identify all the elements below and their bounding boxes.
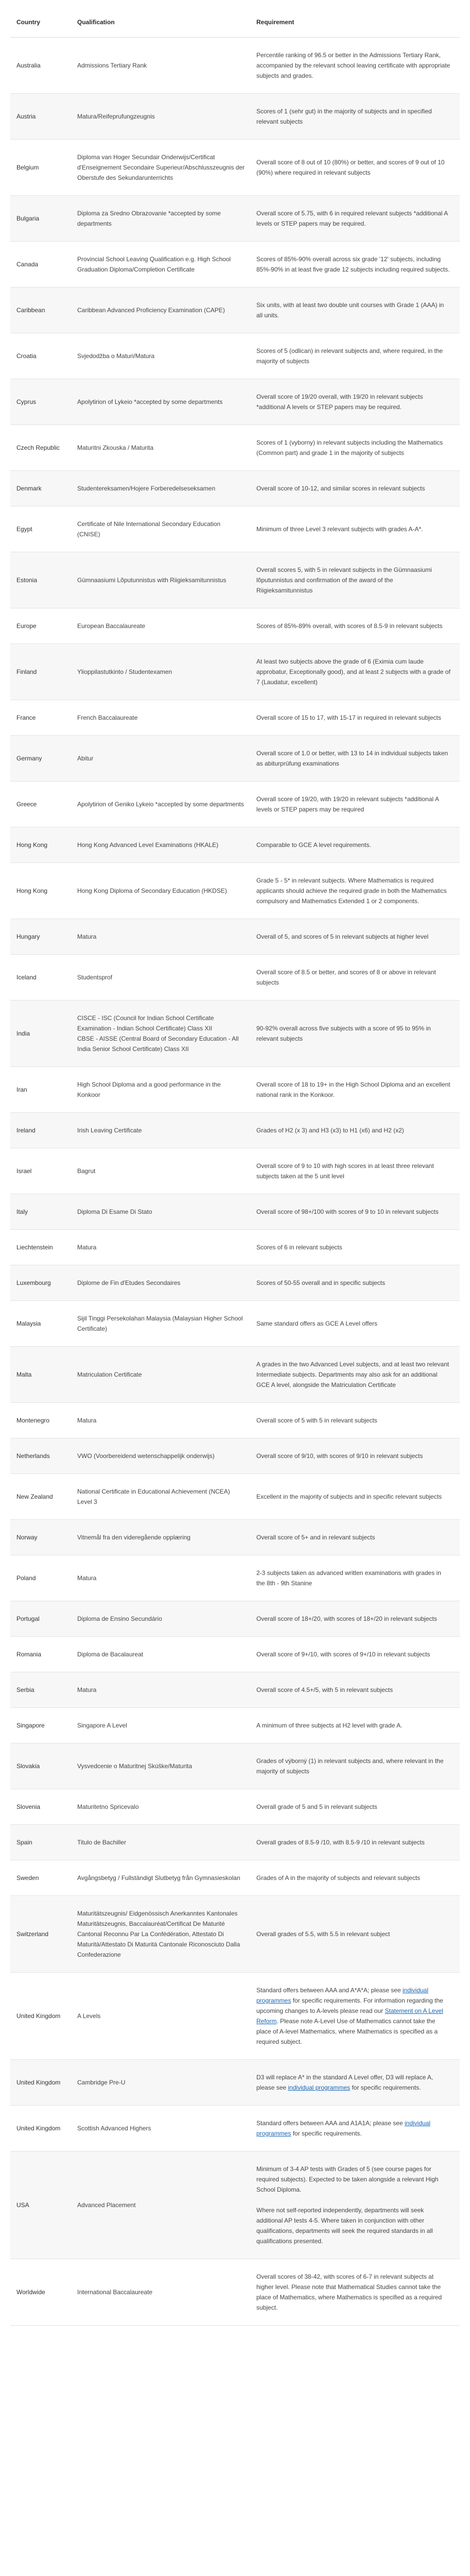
- cell-requirement: [250, 1403, 460, 1438]
- requirement-paragraph: [256, 2118, 450, 2139]
- cell-requirement: [250, 700, 460, 736]
- table-row: [10, 379, 460, 425]
- cell-qualification: Cambridge Pre-U: [71, 2060, 250, 2106]
- cell-country: Ireland: [10, 1113, 71, 1148]
- requirement-paragraph: Overall score of 5+ and in relevant subjects: [256, 1534, 375, 1541]
- requirement-paragraph: Where not self-reported independently, departments will seek additional AP tests 4-5. Where taken in conjunction with other qualifications, departments will seek the required standards in all qualifications presented.: [256, 2207, 433, 2245]
- cell-requirement: [250, 379, 460, 425]
- cell-qualification: Matriculation Certificate: [71, 1347, 250, 1403]
- cell-qualification: National Certificate in Educational Achievement (NCEA) Level 3: [71, 1474, 250, 1520]
- requirement-paragraph: Grade 5 - 5* in relevant subjects. Where Mathematics is required applicants should achieve the required grade in both the Mathematics compulsory and Mathematics Extended 1 or 2 components.: [256, 877, 447, 905]
- table-row: [10, 644, 460, 700]
- table-row: [10, 1474, 460, 1520]
- table-row: [10, 1973, 460, 2060]
- column-header-qualification: Qualification: [71, 7, 250, 38]
- cell-qualification: Admissions Tertiary Rank: [71, 38, 250, 94]
- requirement-paragraph: At least two subjects above the grade of 6 (Eximia cum laude approbatur, Exceptionally good), and at least 2 subjects with a grade of 7 (Laudatur, excellent): [256, 658, 450, 686]
- cell-requirement: [250, 425, 460, 471]
- requirement-paragraph: Overall of 5, and scores of 5 in relevant subjects at higher level: [256, 933, 429, 940]
- cell-qualification: VWO (Voorbereidend wetenschappelijk onderwijs): [71, 1438, 250, 1474]
- requirement-paragraph: Overall score of 15 to 17, with 15-17 in required in relevant subjects: [256, 714, 441, 721]
- cell-country: Portugal: [10, 1601, 71, 1637]
- requirement-paragraph: Overall score of 5.75, with 6 in required relevant subjects *additional A levels or STEP papers may be required.: [256, 210, 448, 227]
- requirement-paragraph: Overall grades of 5.5, with 5.5 in relevant subject: [256, 1930, 390, 1938]
- cell-country: Sweden: [10, 1860, 71, 1896]
- cell-country: Canada: [10, 242, 71, 287]
- cell-requirement: [250, 471, 460, 506]
- requirement-paragraph: Overall scores 5, with 5 in relevant subjects in the Gümnaasiumi lõputunnistus and confirmation of the award of the Riigieksamitunnistus: [256, 566, 432, 594]
- cell-country: Germany: [10, 736, 71, 782]
- cell-qualification: Matura: [71, 1403, 250, 1438]
- requirement-text: for specific requirements.: [350, 2084, 421, 2091]
- cell-requirement: [250, 827, 460, 863]
- cell-requirement: [250, 140, 460, 196]
- cell-country: Israel: [10, 1148, 71, 1194]
- table-row: [10, 425, 460, 471]
- table-row: [10, 471, 460, 506]
- requirement-link[interactable]: Statement on A Level Reform: [256, 2007, 443, 2025]
- cell-qualification: Advanced Placement: [71, 2151, 250, 2259]
- requirement-paragraph: Overall score of 9+/10, with scores of 9+/10 in relevant subjects: [256, 1651, 430, 1658]
- table-row: [10, 782, 460, 827]
- cell-qualification: High School Diploma and a good performance in the Konkoor: [71, 1067, 250, 1113]
- requirement-paragraph: Overall score of 8 out of 10 (80%) or better, and scores of 9 out of 10 (90%) where required in relevant subjects: [256, 159, 445, 176]
- requirement-paragraph: 2-3 subjects taken as advanced written examinations with grades in the 8th - 9th Stanine: [256, 1569, 441, 1587]
- cell-requirement: [250, 1148, 460, 1194]
- cell-qualification: Hong Kong Diploma of Secondary Education (HKDSE): [71, 863, 250, 919]
- cell-country: Worldwide: [10, 2259, 71, 2326]
- cell-qualification: International Baccalaureate: [71, 2259, 250, 2326]
- cell-country: Malaysia: [10, 1301, 71, 1347]
- cell-country: Italy: [10, 1194, 71, 1230]
- table-row: [10, 1113, 460, 1148]
- requirement-paragraph: Overall score of 10-12, and similar scores in relevant subjects: [256, 485, 425, 492]
- cell-qualification: Matura: [71, 919, 250, 955]
- table-row: [10, 1148, 460, 1194]
- requirement-paragraph: Scores of 1 (vyborny) in relevant subjects including the Mathematics (Common part) and grade 1 in the majority of subjects: [256, 439, 443, 456]
- cell-qualification: Diploma de Bacalaureat: [71, 1637, 250, 1672]
- cell-requirement: [250, 506, 460, 552]
- cell-requirement: [250, 782, 460, 827]
- table-row: [10, 1708, 460, 1743]
- requirement-paragraph: Overall score of 9/10, with scores of 9/10 in relevant subjects: [256, 1452, 423, 1460]
- column-header-country: Country: [10, 7, 71, 38]
- cell-qualification: Diploma Di Esame Di Stato: [71, 1194, 250, 1230]
- requirement-link[interactable]: individual programmes: [288, 2084, 351, 2091]
- cell-country: Liechtenstein: [10, 1230, 71, 1265]
- cell-qualification: CISCE - ISC (Council for Indian School Certificate Examination - Indian School Certificate) Class XII CBSE - AISSE (Central Board of Secondary Education - All India Senior School Certificate) Class XII: [71, 1001, 250, 1067]
- requirement-paragraph: Overall grade of 5 and 5 in relevant subjects: [256, 1803, 377, 1810]
- cell-country: Iran: [10, 1067, 71, 1113]
- table-row: [10, 38, 460, 94]
- cell-requirement: [250, 1973, 460, 2060]
- requirement-text: D3 will replace A* in the standard A Level offer, D3 will replace A, please see: [256, 2074, 433, 2091]
- column-header-requirement: Requirement: [250, 7, 460, 38]
- cell-qualification: Scottish Advanced Highers: [71, 2106, 250, 2151]
- cell-requirement: [250, 1474, 460, 1520]
- cell-qualification: Bagrut: [71, 1148, 250, 1194]
- cell-requirement: [250, 552, 460, 608]
- table-row: [10, 1637, 460, 1672]
- table-row: [10, 608, 460, 644]
- cell-requirement: [250, 2106, 460, 2151]
- table-row: [10, 506, 460, 552]
- cell-qualification: Studentsprof: [71, 955, 250, 1001]
- requirement-paragraph: Excellent in the majority of subjects and in specific relevant subjects: [256, 1493, 442, 1500]
- requirement-paragraph: A minimum of three subjects at H2 level with grade A.: [256, 1722, 403, 1729]
- cell-requirement: [250, 955, 460, 1001]
- table-row: [10, 1230, 460, 1265]
- cell-requirement: [250, 2060, 460, 2106]
- table-row: [10, 287, 460, 333]
- cell-country: Slovenia: [10, 1789, 71, 1825]
- cell-qualification: Provincial School Leaving Qualification e.g. High School Graduation Diploma/Completion Certificate: [71, 242, 250, 287]
- requirement-paragraph: A grades in the two Advanced Level subjects, and at least two relevant Intermediate subjects. Departments may also ask for an additional GCE A level, alongside the Matriculation Certificate: [256, 1361, 449, 1388]
- qualification-table: [10, 7, 460, 2326]
- requirement-paragraph: Overall grades of 8.5-9 /10, with 8.5-9 /10 in relevant subjects: [256, 1839, 425, 1846]
- cell-qualification: Maturitni Zkouska / Maturita: [71, 425, 250, 471]
- cell-requirement: [250, 242, 460, 287]
- cell-qualification: Svjedodžba o Maturi/Matura: [71, 333, 250, 379]
- cell-country: Singapore: [10, 1708, 71, 1743]
- cell-requirement: [250, 1113, 460, 1148]
- requirement-paragraph: Minimum of 3-4 AP tests with Grades of 5 (see course pages for required subjects). Expected to be taken alongside a relevant High School Diploma.: [256, 2165, 439, 2193]
- table-row: [10, 1438, 460, 1474]
- requirement-paragraph: Percentile ranking of 96.5 or better in the Admissions Tertiary Rank, accompanied by the relevant school leaving certificate with appropriate subjects and grades.: [256, 52, 450, 79]
- requirement-paragraph: Overall score of 98+/100 with scores of 9 to 10 in relevant subjects: [256, 1208, 439, 1215]
- cell-qualification: Abitur: [71, 736, 250, 782]
- cell-country: France: [10, 700, 71, 736]
- requirement-paragraph: Scores of 6 in relevant subjects: [256, 1244, 342, 1251]
- requirement-paragraph: Scores of 85%-89% overall, with scores of 8.5-9 in relevant subjects: [256, 622, 443, 630]
- cell-requirement: [250, 1347, 460, 1403]
- table-row: [10, 1672, 460, 1708]
- cell-requirement: [250, 644, 460, 700]
- cell-country: Iceland: [10, 955, 71, 1001]
- table-row: [10, 333, 460, 379]
- cell-qualification: Maturitetno Spricevalo: [71, 1789, 250, 1825]
- cell-country: Czech Republic: [10, 425, 71, 471]
- requirement-paragraph: Overall score of 19/20 overall, with 19/20 in relevant subjects *additional A levels or STEP papers may be required.: [256, 393, 423, 411]
- cell-requirement: [250, 1825, 460, 1860]
- requirement-paragraph: Scores of 85%-90% overall across six grade '12' subjects, including 85%-90% in at least five grade 12 subjects including required subjects.: [256, 256, 450, 273]
- requirement-paragraph: Minimum of three Level 3 relevant subjects with grades A-A*.: [256, 526, 423, 533]
- cell-requirement: [250, 1194, 460, 1230]
- cell-requirement: [250, 608, 460, 644]
- cell-qualification: Ylioppilastutkinto / Studentexamen: [71, 644, 250, 700]
- table-row: [10, 955, 460, 1001]
- table-row: [10, 2106, 460, 2151]
- table-row: [10, 196, 460, 242]
- cell-requirement: [250, 863, 460, 919]
- cell-qualification: Irish Leaving Certificate: [71, 1113, 250, 1148]
- table-row: [10, 1555, 460, 1601]
- cell-country: Poland: [10, 1555, 71, 1601]
- cell-country: Bulgaria: [10, 196, 71, 242]
- cell-qualification: Vysvedcenie o Maturitnej Skúške/Maturita: [71, 1743, 250, 1789]
- cell-country: USA: [10, 2151, 71, 2259]
- requirement-paragraph: Scores of 1 (sehr gut) in the majority of subjects and in specified relevant subjects: [256, 108, 432, 125]
- table-row: [10, 2151, 460, 2259]
- table-row: [10, 1347, 460, 1403]
- table-row: [10, 1194, 460, 1230]
- requirement-paragraph: Grades of A in the majority of subjects and relevant subjects: [256, 1874, 421, 1882]
- cell-qualification: Studentereksamen/Hojere Forberedelseseksamen: [71, 471, 250, 506]
- cell-country: United Kingdom: [10, 2106, 71, 2151]
- cell-qualification: Diploma van Hoger Secundair Onderwijs/Certificat d'Enseignement Secondaire Superieur/Abschlusszeugnis der Oberstufe des Sekundarunterrichts: [71, 140, 250, 196]
- cell-requirement: [250, 1230, 460, 1265]
- table-row: [10, 1825, 460, 1860]
- requirement-paragraph: Overall score of 18+/20, with scores of 18+/20 in relevant subjects: [256, 1615, 437, 1622]
- table-row: [10, 242, 460, 287]
- cell-country: Spain: [10, 1825, 71, 1860]
- table-row: [10, 700, 460, 736]
- requirement-text: Standard offers between AAA and A1A1A; please see: [256, 2120, 405, 2127]
- table-row: [10, 1067, 460, 1113]
- table-row: [10, 552, 460, 608]
- header-row: [10, 7, 460, 38]
- cell-qualification: Sijil Tinggi Persekolahan Malaysia (Malaysian Higher School Certificate): [71, 1301, 250, 1347]
- table-row: [10, 2060, 460, 2106]
- cell-requirement: [250, 1708, 460, 1743]
- cell-requirement: [250, 1555, 460, 1601]
- cell-qualification: Matura/Reifeprufungzeugnis: [71, 94, 250, 140]
- table-row: [10, 2259, 460, 2326]
- requirement-text: for specific requirements.: [291, 2130, 362, 2137]
- requirement-paragraph: Overall score of 8.5 or better, and scores of 8 or above in relevant subjects: [256, 969, 436, 986]
- cell-country: India: [10, 1001, 71, 1067]
- cell-qualification: Certificate of Nile International Secondary Education (CNISE): [71, 506, 250, 552]
- cell-requirement: [250, 1672, 460, 1708]
- cell-requirement: [250, 1743, 460, 1789]
- table-row: [10, 1601, 460, 1637]
- cell-requirement: [250, 736, 460, 782]
- requirement-text: Standard offers between AAA and A*A*A; please see: [256, 1987, 403, 1994]
- requirement-paragraph: Overall score of 5 with 5 in relevant subjects: [256, 1417, 377, 1424]
- cell-qualification: Maturitätszeugnis/ Eidgenössisch Anerkanntes Kantonales Maturitätszeugnis, Baccalauréat/Certificat De Maturité Cantonal Reconnu Par La Confédération, Attestato Di Maturità/Attestato Di Maturità Cantonale Riconosciuto Dalla Confederazione: [71, 1896, 250, 1973]
- table-row: [10, 827, 460, 863]
- requirement-paragraph: Grades of výborný (1) in relevant subjects and, where relevant in the majority of subjects: [256, 1757, 444, 1775]
- cell-country: Caribbean: [10, 287, 71, 333]
- cell-requirement: [250, 1438, 460, 1474]
- cell-requirement: [250, 1520, 460, 1555]
- cell-country: Romania: [10, 1637, 71, 1672]
- cell-requirement: [250, 1601, 460, 1637]
- requirement-paragraph: Overall score of 4.5+/5, with 5 in relevant subjects: [256, 1686, 393, 1693]
- cell-requirement: [250, 94, 460, 140]
- requirement-paragraph: Grades of H2 (x 3) and H3 (x3) to H1 (x6) and H2 (x2): [256, 1127, 404, 1134]
- table-row: [10, 919, 460, 955]
- cell-country: United Kingdom: [10, 2060, 71, 2106]
- cell-qualification: Vitnemål fra den videregående opplæring: [71, 1520, 250, 1555]
- cell-requirement: [250, 2151, 460, 2259]
- cell-country: Finland: [10, 644, 71, 700]
- cell-country: Europe: [10, 608, 71, 644]
- cell-country: United Kingdom: [10, 1973, 71, 2060]
- cell-country: Hong Kong: [10, 863, 71, 919]
- requirement-paragraph: Overall score of 1.0 or better, with 13 to 14 in individual subjects taken as abiturprüfung examinations: [256, 750, 448, 767]
- table-row: [10, 1860, 460, 1896]
- cell-qualification: Gümnaasiumi Lõputunnistus with Riigieksamitunnistus: [71, 552, 250, 608]
- requirement-paragraph: 90-92% overall across five subjects with a score of 95 to 95% in relevant subjects: [256, 1025, 431, 1042]
- cell-requirement: [250, 38, 460, 94]
- cell-country: Norway: [10, 1520, 71, 1555]
- cell-country: Australia: [10, 38, 71, 94]
- cell-country: Luxembourg: [10, 1265, 71, 1301]
- cell-country: Serbia: [10, 1672, 71, 1708]
- requirement-link[interactable]: individual programmes: [256, 2120, 431, 2137]
- table-header: [10, 7, 460, 38]
- table-row: [10, 1265, 460, 1301]
- cell-requirement: [250, 333, 460, 379]
- table-body: [10, 38, 460, 2326]
- cell-qualification: Avgångsbetyg / Fullständigt Slutbetyg från Gymnasieskolan: [71, 1860, 250, 1896]
- table-row: [10, 1896, 460, 1973]
- table-row: [10, 863, 460, 919]
- requirement-paragraph: Six units, with at least two double unit courses with Grade 1 (AAA) in all units.: [256, 301, 444, 319]
- cell-country: Estonia: [10, 552, 71, 608]
- cell-country: Belgium: [10, 140, 71, 196]
- cell-qualification: Diploma de Ensino Secundário: [71, 1601, 250, 1637]
- cell-requirement: [250, 919, 460, 955]
- cell-qualification: Apolytirion of Geniko Lykeio *accepted by some departments: [71, 782, 250, 827]
- cell-country: New Zealand: [10, 1474, 71, 1520]
- cell-country: Egypt: [10, 506, 71, 552]
- cell-qualification: A Levels: [71, 1973, 250, 2060]
- requirement-paragraph: Overall score of 19/20, with 19/20 in relevant subjects *additional A levels or STEP papers may be required: [256, 795, 439, 813]
- requirement-link[interactable]: individual programmes: [256, 1987, 429, 2004]
- cell-requirement: [250, 1896, 460, 1973]
- cell-qualification: Matura: [71, 1672, 250, 1708]
- table-row: [10, 1789, 460, 1825]
- qualification-table-container: [10, 7, 460, 2326]
- requirement-paragraph: [256, 2072, 450, 2093]
- cell-qualification: Singapore A Level: [71, 1708, 250, 1743]
- cell-country: Malta: [10, 1347, 71, 1403]
- table-row: [10, 94, 460, 140]
- cell-country: Cyprus: [10, 379, 71, 425]
- table-row: [10, 140, 460, 196]
- cell-country: Switzerland: [10, 1896, 71, 1973]
- cell-qualification: Matura: [71, 1555, 250, 1601]
- cell-requirement: [250, 196, 460, 242]
- table-row: [10, 1301, 460, 1347]
- cell-requirement: [250, 287, 460, 333]
- cell-country: Slovakia: [10, 1743, 71, 1789]
- cell-qualification: Matura: [71, 1230, 250, 1265]
- cell-country: Greece: [10, 782, 71, 827]
- table-row: [10, 1001, 460, 1067]
- requirement-paragraph: Comparable to GCE A level requirements.: [256, 841, 371, 849]
- table-row: [10, 1743, 460, 1789]
- cell-qualification: Titulo de Bachiller: [71, 1825, 250, 1860]
- requirement-paragraph: [256, 1985, 450, 2047]
- cell-requirement: [250, 1265, 460, 1301]
- cell-country: Netherlands: [10, 1438, 71, 1474]
- table-row: [10, 1520, 460, 1555]
- cell-country: Hungary: [10, 919, 71, 955]
- cell-country: Montenegro: [10, 1403, 71, 1438]
- cell-requirement: [250, 1860, 460, 1896]
- cell-country: Austria: [10, 94, 71, 140]
- requirement-paragraph: Same standard offers as GCE A Level offers: [256, 1320, 378, 1327]
- requirement-paragraph: Overall score of 9 to 10 with high scores in at least three relevant subjects taken at the 5 unit level: [256, 1162, 434, 1180]
- cell-qualification: European Baccalaureate: [71, 608, 250, 644]
- cell-qualification: Diplome de Fin d'Etudes Secondaires: [71, 1265, 250, 1301]
- requirement-paragraph: Overall scores of 38-42, with scores of 6-7 in relevant subjects at higher level. Please note that Mathematical Studies cannot take the place of Mathematics, where Mathematics is specified as a required subject.: [256, 2273, 442, 2311]
- cell-country: Hong Kong: [10, 827, 71, 863]
- table-row: [10, 1403, 460, 1438]
- cell-requirement: [250, 1789, 460, 1825]
- requirement-paragraph: Scores of 50-55 overall and in specific subjects: [256, 1279, 386, 1286]
- cell-requirement: [250, 1067, 460, 1113]
- cell-qualification: French Baccalaureate: [71, 700, 250, 736]
- cell-qualification: Apolytirion of Lykeio *accepted by some departments: [71, 379, 250, 425]
- cell-country: Denmark: [10, 471, 71, 506]
- cell-requirement: [250, 1637, 460, 1672]
- requirement-text: . Please note A-Level Use of Mathematics cannot take the place of A-level Mathematics, where Mathematics is specified as a required subject.: [256, 2018, 438, 2045]
- cell-requirement: [250, 2259, 460, 2326]
- cell-qualification: Hong Kong Advanced Level Examinations (HKALE): [71, 827, 250, 863]
- requirement-text: for specific requirements. For information regarding the upcoming changes to A-levels please read our: [256, 1997, 443, 2014]
- cell-country: Croatia: [10, 333, 71, 379]
- cell-requirement: [250, 1301, 460, 1347]
- cell-qualification: Diploma za Sredno Obrazovanie *accepted by some departments: [71, 196, 250, 242]
- cell-requirement: [250, 1001, 460, 1067]
- cell-qualification: Caribbean Advanced Proficiency Examination (CAPE): [71, 287, 250, 333]
- requirement-paragraph: Overall score of 18 to 19+ in the High School Diploma and an excellent national rank in the Konkoor.: [256, 1081, 450, 1098]
- table-row: [10, 736, 460, 782]
- requirement-paragraph: Scores of 5 (odlican) in relevant subjects and, where required, in the majority of subjects: [256, 347, 443, 365]
